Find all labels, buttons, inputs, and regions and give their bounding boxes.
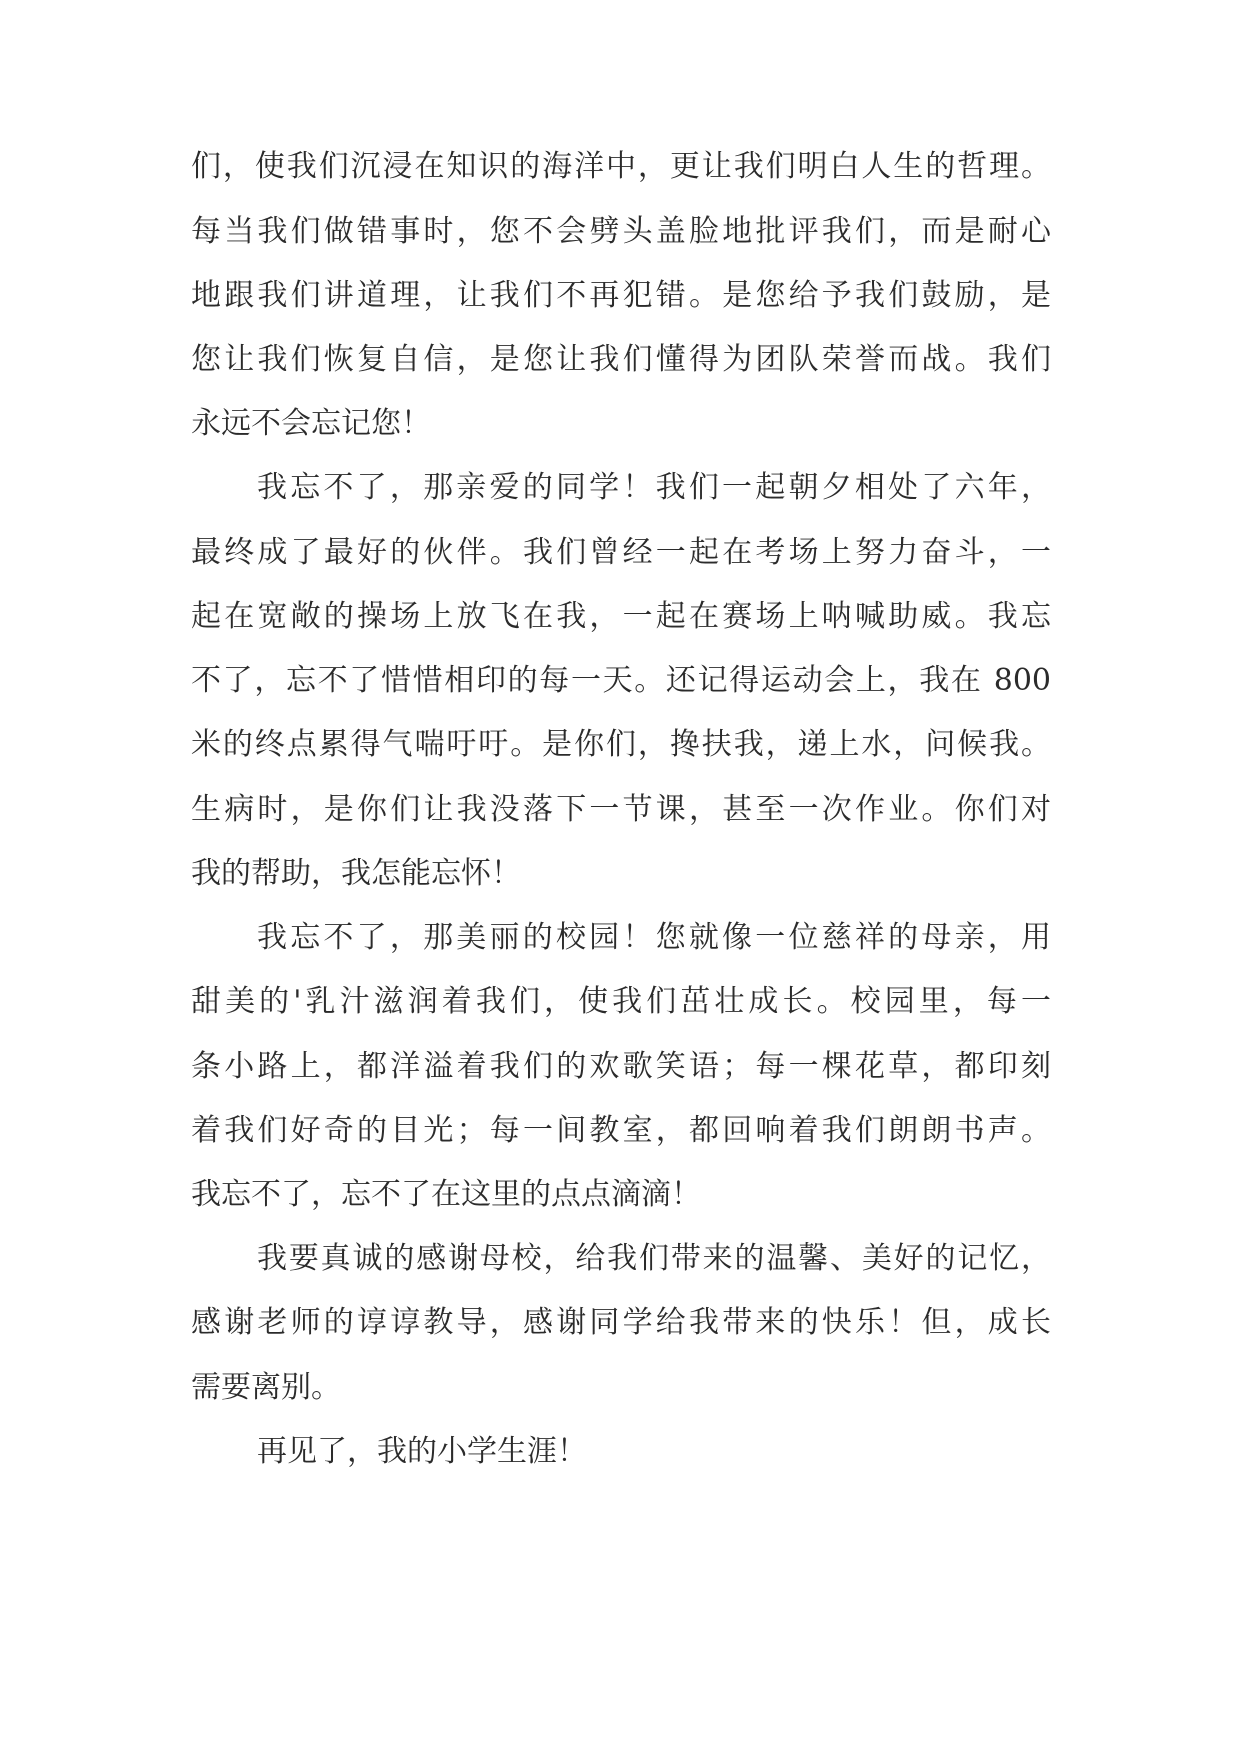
text-line: 每当我们做错事时，您不会劈头盖脸地批评我们，而是耐心 [191, 214, 1051, 249]
text-line: 生病时，是你们让我没落下一节课，甚至一次作业。你们对 [191, 792, 1051, 827]
text-line: 我忘不了，忘不了在这里的点点滴滴！ [191, 1177, 701, 1212]
text-line: 感谢老师的谆谆教导，感谢同学给我带来的快乐！但，成长 [191, 1305, 1051, 1340]
text-line: 起在宽敞的操场上放飞在我，一起在赛场上呐喊助威。我忘 [191, 599, 1051, 634]
text-line: 需要离别。 [191, 1370, 341, 1405]
paragraph-first-line: 我忘不了，那亲爱的同学！我们一起朝夕相处了六年， [257, 470, 1051, 505]
text-line: 地跟我们讲道理，让我们不再犯错。是您给予我们鼓励，是 [191, 278, 1051, 313]
text-line: 我的帮助，我怎能忘怀！ [191, 856, 521, 891]
text-line: 不了，忘不了惜惜相印的每一天。还记得运动会上，我在 800 [191, 663, 1051, 698]
text-line: 们，使我们沉浸在知识的海洋中，更让我们明白人生的哲理。 [191, 149, 1051, 184]
paragraph-first-line: 再见了，我的小学生涯！ [257, 1434, 587, 1469]
text-line: 甜美的'乳汁滋润着我们，使我们茁壮成长。校园里，每一 [191, 984, 1051, 1019]
text-line: 您让我们恢复自信，是您让我们懂得为团队荣誉而战。我们 [191, 342, 1051, 377]
text-line: 米的终点累得气喘吁吁。是你们，搀扶我，递上水，问候我。 [191, 727, 1051, 762]
text-line: 永远不会忘记您！ [191, 406, 431, 441]
paragraph-first-line: 我忘不了，那美丽的校园！您就像一位慈祥的母亲，用 [257, 920, 1051, 955]
text-line: 着我们好奇的目光；每一间教室，都回响着我们朗朗书声。 [191, 1113, 1051, 1148]
text-line: 最终成了最好的伙伴。我们曾经一起在考场上努力奋斗，一 [191, 535, 1051, 570]
text-line: 条小路上，都洋溢着我们的欢歌笑语；每一棵花草，都印刻 [191, 1049, 1051, 1084]
paragraph-first-line: 我要真诚的感谢母校，给我们带来的温馨、美好的记忆， [257, 1241, 1051, 1276]
